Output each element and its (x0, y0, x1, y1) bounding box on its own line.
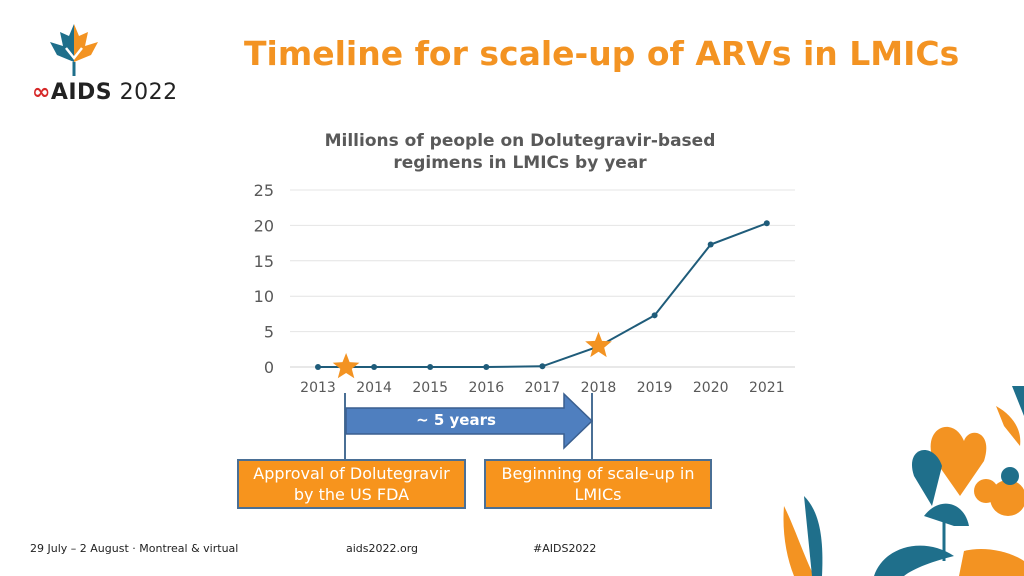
x-tick-label: 2015 (412, 380, 449, 396)
decorative-graphics (764, 386, 1024, 576)
y-tick-label: 5 (263, 322, 274, 342)
data-point (315, 364, 321, 370)
scale-callout-line-2: LMICs (574, 485, 622, 504)
data-point (652, 312, 658, 318)
data-point (483, 364, 489, 370)
footer-hashtag: #AIDS2022 (533, 542, 597, 555)
x-tick-label: 2013 (300, 380, 336, 396)
timeline-arrow-label: ~ 5 years (416, 411, 496, 429)
fda-callout-line-2: by the US FDA (293, 485, 410, 504)
scale-up-callout (484, 459, 712, 509)
data-point (371, 364, 377, 370)
footer-dates: 29 July – 2 August · Montreal & virtual (30, 542, 239, 555)
x-tick-label: 2017 (524, 380, 561, 396)
slide-title: Timeline for scale-up of ARVs in LMICs (244, 34, 960, 73)
data-point (539, 363, 545, 369)
chart-title-line-1: Millions of people on Dolutegravir-based (324, 131, 716, 151)
logo-year: 2022 (119, 80, 178, 105)
fda-callout-line-1: Approval of Dolutegravir (253, 464, 450, 483)
x-tick-label: 2018 (580, 380, 617, 396)
scale-callout-line-1: Beginning of scale-up in (501, 464, 695, 483)
x-tick-label: 2019 (636, 380, 673, 396)
x-tick-label: 2021 (748, 380, 785, 396)
data-point (764, 220, 770, 226)
y-tick-label: 10 (253, 287, 274, 307)
x-tick-label: 2016 (468, 380, 505, 396)
data-point (708, 242, 714, 248)
data-point (427, 364, 433, 370)
chart-title-line-2: regimens in LMICs by year (393, 153, 647, 173)
star-marker-icon (333, 353, 360, 378)
red-ribbon-icon: ∞ (32, 80, 51, 105)
x-tick-label: 2020 (692, 380, 729, 396)
series-line (318, 223, 767, 367)
y-tick-label: 25 (253, 181, 274, 200)
footer-website-link[interactable]: aids2022.org (346, 542, 419, 555)
y-tick-label: 15 (253, 251, 274, 271)
x-tick-label: 2014 (356, 380, 392, 396)
y-tick-label: 0 (263, 358, 274, 377)
logo-prefix: AIDS (50, 80, 113, 105)
star-marker-icon (585, 332, 612, 357)
fda-approval-callout (237, 459, 466, 509)
y-tick-label: 20 (253, 216, 274, 236)
